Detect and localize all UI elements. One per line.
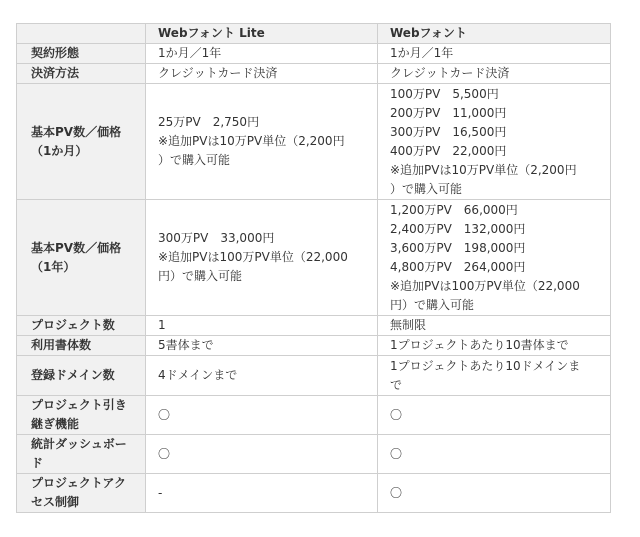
row-label: 決済方法: [17, 64, 146, 84]
comparison-table-container: [16, 23, 611, 513]
lite-value: 1: [146, 316, 378, 336]
lite-value: 1か月／1年: [146, 44, 378, 64]
full-value: 1プロジェクトあたり10書体まで: [378, 336, 611, 356]
table-row: [17, 356, 611, 396]
row-label: 基本PV数／価格 （1年）: [17, 200, 146, 316]
lite-value: 〇: [146, 396, 378, 435]
lite-value: クレジットカード決済: [146, 64, 378, 84]
lite-value: 25万PV 2,750円 ※追加PVは10万PV単位（2,200円 ）で購入可能: [146, 84, 378, 200]
lite-value: -: [146, 474, 378, 513]
lite-value: 300万PV 33,000円 ※追加PVは100万PV単位（22,000 円）で購入可能: [146, 200, 378, 316]
full-value: 100万PV 5,500円 200万PV 11,000円 300万PV 16,500円 400万PV 22,000円 ※追加PVは10万PV単位（2,200円 ）で購入可能: [378, 84, 611, 200]
table-row: [17, 200, 611, 316]
table-row: [17, 396, 611, 435]
header-webfont-lite: Webフォント Lite: [146, 24, 378, 44]
full-value: 1か月／1年: [378, 44, 611, 64]
lite-value: 4ドメインまで: [146, 356, 378, 396]
row-label: 統計ダッシュボー ド: [17, 435, 146, 474]
full-value: クレジットカード決済: [378, 64, 611, 84]
header-webfont: Webフォント: [378, 24, 611, 44]
table-row: [17, 316, 611, 336]
full-value: 〇: [378, 474, 611, 513]
full-value: 1プロジェクトあたり10ドメインま で: [378, 356, 611, 396]
full-value: 〇: [378, 435, 611, 474]
row-label: プロジェクト数: [17, 316, 146, 336]
lite-value: 〇: [146, 435, 378, 474]
row-label: 基本PV数／価格 （1か月）: [17, 84, 146, 200]
full-value: 〇: [378, 396, 611, 435]
row-label: 契約形態: [17, 44, 146, 64]
table-row: [17, 64, 611, 84]
row-label: 利用書体数: [17, 336, 146, 356]
table-row: [17, 44, 611, 64]
full-value: 無制限: [378, 316, 611, 336]
table-row: [17, 84, 611, 200]
plan-comparison-table: [16, 23, 611, 513]
header-corner-cell: [17, 24, 146, 44]
row-label: プロジェクト引き 継ぎ機能: [17, 396, 146, 435]
table-row: [17, 336, 611, 356]
row-label: プロジェクトアク セス制御: [17, 474, 146, 513]
table-header-row: [17, 24, 611, 44]
row-label: 登録ドメイン数: [17, 356, 146, 396]
lite-value: 5書体まで: [146, 336, 378, 356]
table-row: [17, 435, 611, 474]
full-value: 1,200万PV 66,000円 2,400万PV 132,000円 3,600万PV 198,000円 4,800万PV 264,000円 ※追加PVは100万PV単位（22,000 円）で購入可能: [378, 200, 611, 316]
table-row: [17, 474, 611, 513]
